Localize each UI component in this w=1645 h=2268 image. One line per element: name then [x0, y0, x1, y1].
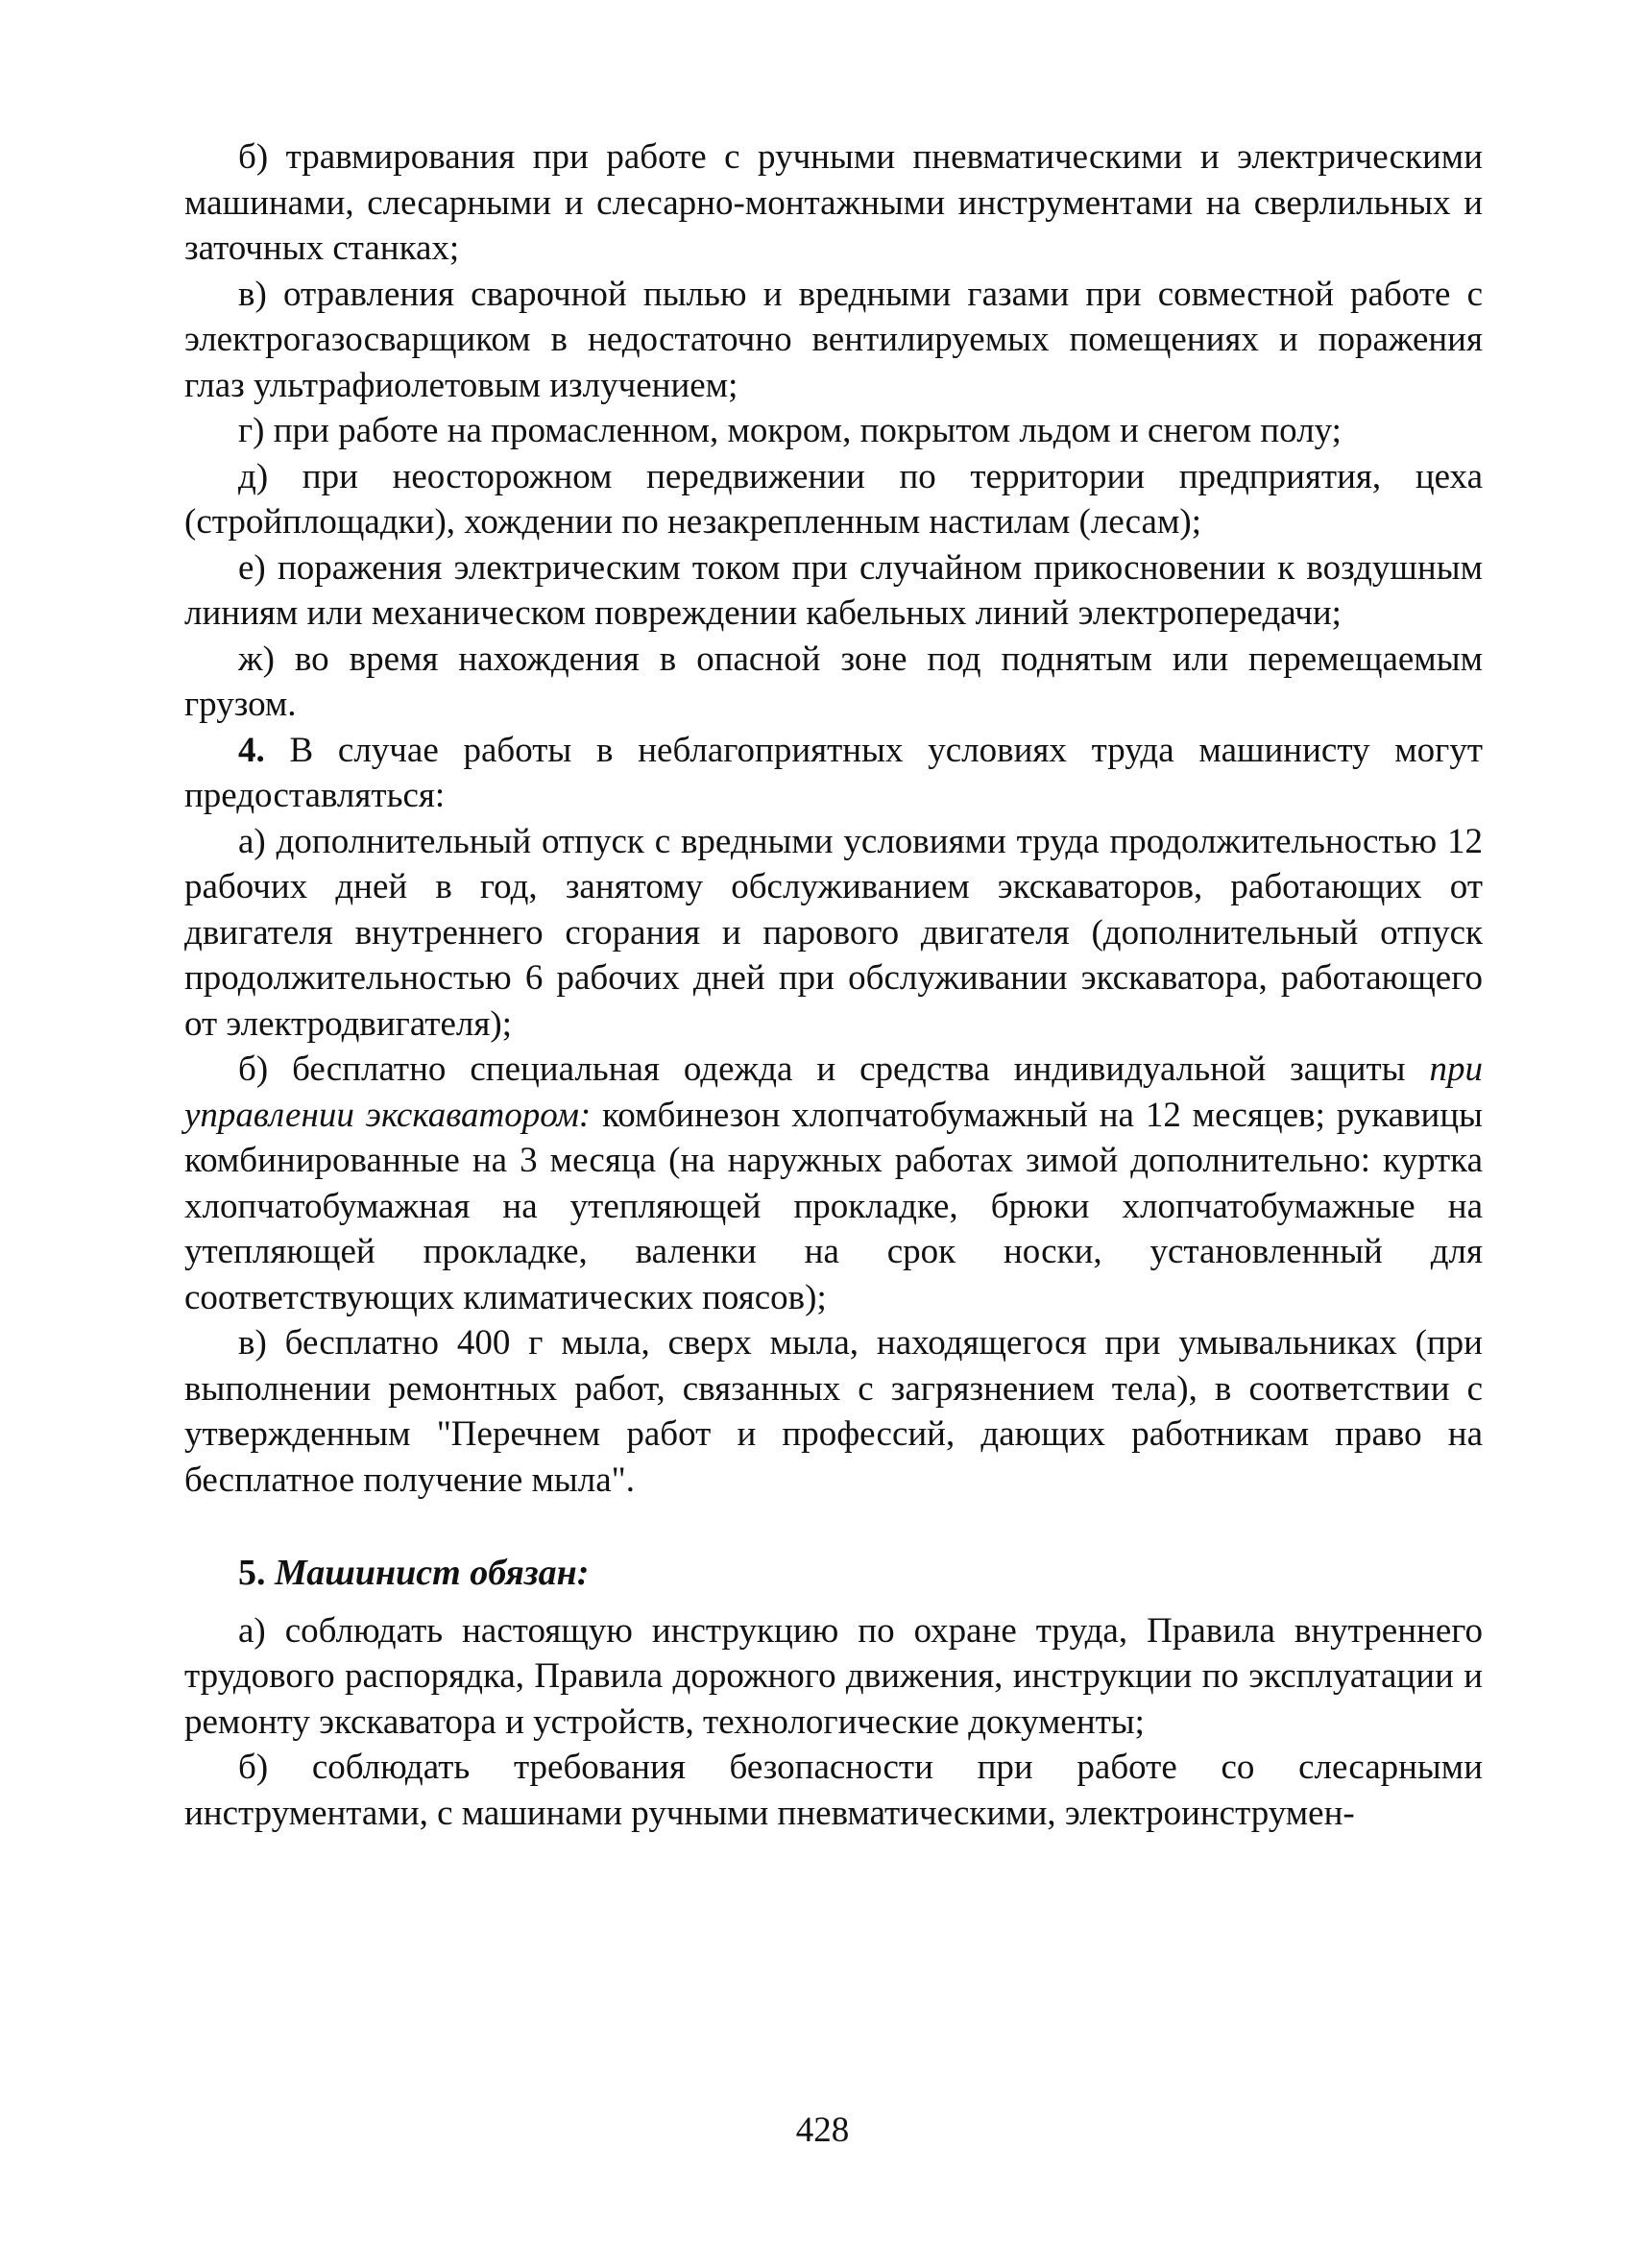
item-4-sub-v: в) бесплатно 400 г мыла, сверх мыла, находящегося при умывальниках (при выполнении ремонтных работ, связанных с загрязнением тела), в соответствии с утвержденным "Перечнем работ и профессий, дающих работникам право на бесплатное получение мыла". [184, 1323, 1483, 1500]
paragraph-hazard-e: е) поражения электрическим током при случайном прикосновении к воздушным линиям или механическом повреждении кабельных линий электропередачи; [184, 547, 1483, 633]
item-5-sub-b: б) соблюдать требования безопасности при работе со слесарными инструментами, с машинами ручными пневматическими, электроинструмен- [184, 1748, 1483, 1833]
item-5-heading [184, 1551, 1483, 1597]
item-4-sub-b-start: б) бесплатно специальная одежда и средства индивидуальной защиты [238, 1050, 1430, 1089]
item-4-sub-a: а) дополнительный отпуск с вредными условиями труда продолжительностью 12 рабочих дней в год, занятому обслуживанием экскаваторов, работающих от двигателя внутреннего сгорания и парового двигателя (дополнительный отпуск продолжительностью 6 рабочих дней при обслуживании экскаватора, работающего от электродвигателя); [184, 821, 1483, 1044]
document-text [184, 134, 1483, 1836]
item-5-title: Машинист обязан: [275, 1553, 590, 1593]
item-5-sub-a: а) соблюдать настоящую инструкцию по охране труда, Правила внутреннего трудового распорядка, Правила дорожного движения, инструкции по эксплуатации и ремонту экскаватора и устройств, технологические документы; [184, 1610, 1483, 1742]
item-4-text: В случае работы в неблагоприятных условиях труда машинисту могут предоставляться: [184, 730, 1484, 815]
paragraph-hazard-b: б) травмирования при работе с ручными пневматическими и электрическими машинами, слесарными и слесарно-монтажными инструментами на сверлильных и заточных станках; [184, 137, 1483, 268]
item-4-sub-b-italic: при управлении экскаватором: [184, 1050, 1483, 1135]
paragraph-hazard-v: в) отравления сварочной пылью и вредными газами при совместной работе с электрогазосварщиком в недостаточно вентилируемых помещениях и поражения глаз ультрафиолетовым излучением; [184, 274, 1483, 405]
page-body [184, 134, 1483, 1836]
item-5-number: 5. [238, 1553, 266, 1593]
item-4-number: 4. [238, 730, 265, 770]
paragraph-hazard-d: д) при неосторожном передвижении по территории предприятия, цеха (стройплощадки), хождении по незакрепленным настилам (лесам); [184, 456, 1483, 542]
item-4-sub-b [184, 1047, 1483, 1320]
item-4 [184, 728, 1483, 819]
item-4-sub-b-rest: комбинезон хлопчатобумажный на 12 месяцев; рукавицы комбинированные на 3 месяца (на наружных работах зимой дополнительно: куртка хлопчатобумажная на утепляющей прокладке, брюки хлопчатобумажные на утепляющей прокладке, валенки на срок носки, установленный для соответствующих климатических поясов); [184, 1095, 1484, 1317]
paragraph-hazard-g: г) при работе на промасленном, мокром, покрытом льдом и снегом полу; [238, 411, 1342, 450]
page-number: 428 [795, 2111, 850, 2150]
paragraph-hazard-zh: ж) во время нахождения в опасной зоне под поднятым или перемещаемым грузом. [184, 639, 1483, 724]
